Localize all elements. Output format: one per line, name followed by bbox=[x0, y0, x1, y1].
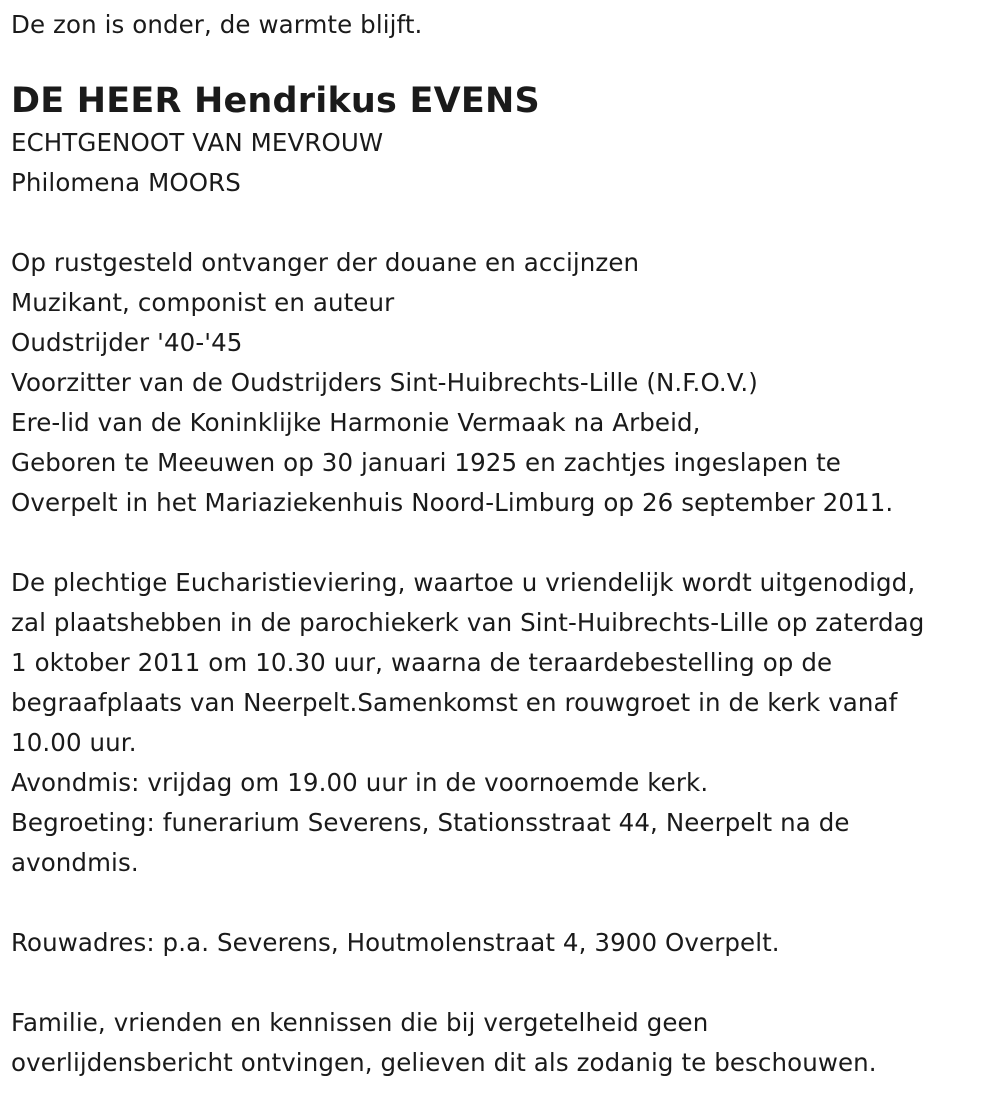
title-line: Geboren te Meeuwen op 30 januari 1925 en zachtjes ingeslapen te bbox=[11, 448, 841, 477]
closing-line: overlijdensbericht ontvingen, gelieven dit als zodanig te beschouwen. bbox=[11, 1048, 877, 1077]
title-line: Voorzitter van de Oudstrijders Sint-Huibrechts-Lille (N.F.O.V.) bbox=[11, 368, 758, 397]
title-line: Oudstrijder '40-'45 bbox=[11, 328, 243, 357]
ceremony-block bbox=[11, 563, 996, 883]
ceremony-line: Avondmis: vrijdag om 19.00 uur in de voornoemde kerk. bbox=[11, 768, 709, 797]
ceremony-line: 1 oktober 2011 om 10.30 uur, waarna de teraardebestelling op de bbox=[11, 648, 833, 677]
spacer bbox=[11, 203, 996, 243]
spacer bbox=[11, 523, 996, 563]
title-line: Op rustgesteld ontvanger der douane en accijnzen bbox=[11, 248, 640, 277]
deceased-name: DE HEER Hendrikus EVENS bbox=[11, 81, 540, 121]
ceremony-line: avondmis. bbox=[11, 848, 139, 877]
title-line: Overpelt in het Mariaziekenhuis Noord-Limburg op 26 september 2011. bbox=[11, 488, 894, 517]
ceremony-line: zal plaatshebben in de parochiekerk van Sint-Huibrechts-Lille op zaterdag bbox=[11, 608, 925, 637]
ceremony-line: 10.00 uur. bbox=[11, 728, 137, 757]
spouse-title: ECHTGENOOT VAN MEVROUW bbox=[11, 128, 384, 157]
closing-block bbox=[11, 1003, 996, 1083]
mourning-address: Rouwadres: p.a. Severens, Houtmolenstraat 4, 3900 Overpelt. bbox=[11, 928, 780, 957]
spacer bbox=[11, 883, 996, 923]
title-line: Muzikant, componist en auteur bbox=[11, 288, 395, 317]
ceremony-line: De plechtige Eucharistieviering, waartoe u vriendelijk wordt uitgenodigd, bbox=[11, 568, 916, 597]
spouse-name: Philomena MOORS bbox=[11, 168, 241, 197]
title-line: Ere-lid van de Koninklijke Harmonie Vermaak na Arbeid, bbox=[11, 408, 701, 437]
intro-quote: De zon is onder, de warmte blijft. bbox=[11, 10, 423, 39]
ceremony-line: begraafplaats van Neerpelt.Samenkomst en rouwgroet in de kerk vanaf bbox=[11, 688, 898, 717]
obituary-notice bbox=[11, 0, 996, 1083]
closing-line: Familie, vrienden en kennissen die bij vergetelheid geen bbox=[11, 1008, 709, 1037]
ceremony-line: Begroeting: funerarium Severens, Stationsstraat 44, Neerpelt na de bbox=[11, 808, 850, 837]
spacer bbox=[11, 963, 996, 1003]
titles-block bbox=[11, 243, 996, 523]
